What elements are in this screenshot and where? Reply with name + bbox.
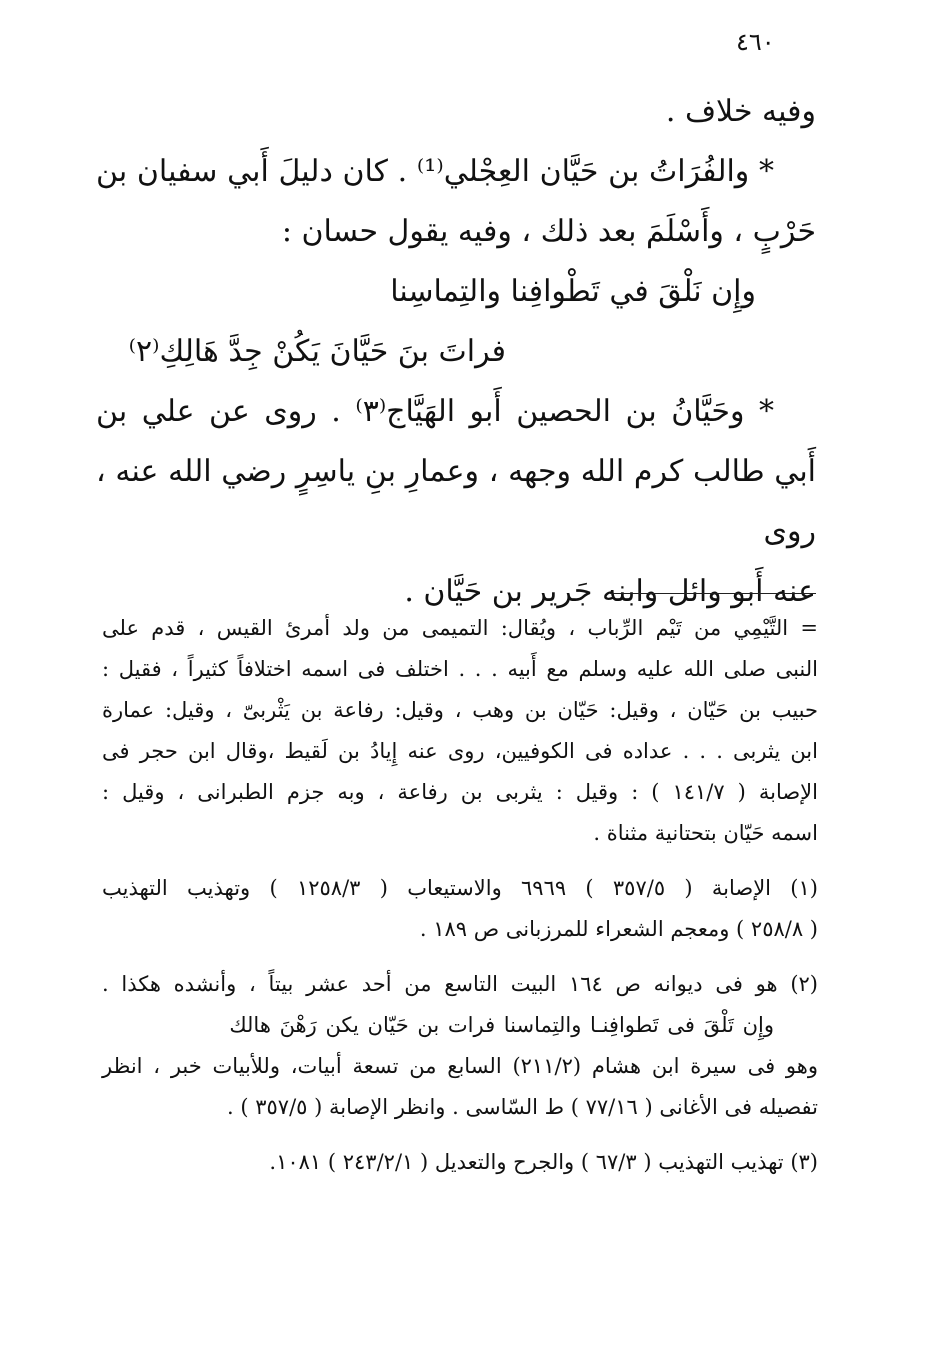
main-line: وفيه خلاف . [665,94,816,129]
main-line: حَرْبٍ ، وأَسْلَمَ بعد ذلك ، وفيه يقول حسان : [281,214,816,249]
main-line: أَبي طالب كرم الله وجهه ، وعمارِ بنِ ياسِرٍ رضي الله عنه ، روى [96,454,816,549]
entry-hayyan-line: * وحَيَّانُ بن الحصين أَبو الهَيَّاج⁽٣⁾ . روى عن علي بن [96,394,774,429]
verse-hemistich-2: فراتَ بنَ حَيَّانَ يَكُنْ جِدَّ هَالِكِ⁽٢⁾ [128,334,506,369]
footnote-3-line: (٣) تهذيب التهذيب ( ٦٧/٣ ) والجرح والتعديل ( ٢٤٣/٢/١ ) ١٠٨١. [269,1150,818,1174]
footnote-continuation-line: اسمه حَيّان بتحتانية مثناة . [593,821,818,845]
footnote-1-line: ( ٢٥٨/٨ ) ومعجم الشعراء للمرزبانى ص ١٨٩ . [419,917,818,941]
footnote-continuation-line: حبيب بن حَيّان ، وقيل: حَيّان بن وهب ، وقيل: رفاعة بن يَثْربىّ ، وقيل: عمارة [102,698,818,722]
footnotes [102,608,818,1183]
footnote-2-verse: وإِن تَلْقَ فى تَطوافِنـا والتِماسنا فرات بن حَيّان يكن رَهْنَ هالك [229,1013,774,1037]
footnote-separator [610,593,816,594]
footnote-continuation-line: الإصابة ( ١٤١/٧ ) : وقيل : يثربى بن رفاعة ، وبه جزم الطبرانى ، وقيل : [102,780,818,804]
entry-furat-line: * والفُرَاتُ بن حَيَّان العِجْلي⁽¹⁾ . كان دليلَ أَبي سفيان بن [96,154,774,189]
footnote-1-line: (١) الإصابة ( ٣٥٧/٥ ) ٦٩٦٩ والاستيعاب ( ١٢٥٨/٣ ) وتهذيب التهذيب [102,876,818,900]
verse-hemistich-1: وإِن نَلْقَ في تَطْوافِنا والتِماسِنا [390,274,756,309]
footnote-continuation-line: النبى صلى الله عليه وسلم مع أَبيه . . . اختلف فى اسمه اختلافاً كثيراً ، فقيل : [102,657,818,681]
main-text [96,82,816,622]
footnote-2-line: وهو فى سيرة ابن هشام (٢١١/٢) السابع من تسعة أبيات، وللأبيات خبر ، انظر [102,1054,818,1078]
footnote-2-line: (٢) هو فى ديوانه ص ١٦٤ البيت التاسع من أحد عشر بيتاً ، وأنشده هكذا . [102,972,818,996]
footnote-2-line: تفصيله فى الأغانى ( ٧٧/١٦ ) ط السّاسى . وانظر الإصابة ( ٣٥٧/٥ ) . [227,1095,818,1119]
footnote-continuation-line: ابن يثربى . . . عداده فى الكوفيين، روى عنه إِيادُ بن لَقيط ،وقال ابن حجر فى [102,739,818,763]
footnote-continuation-line: = التَّيْمِي من تَيْم الرِّباب ، ويُقال: التميمى من ولد أمرئ القيس ، قدم على [102,616,818,640]
main-line: عنه أَبو وائل وابنه جَرير بن حَيَّان . [404,574,816,609]
page-number: ٤٦٠ [736,28,775,56]
